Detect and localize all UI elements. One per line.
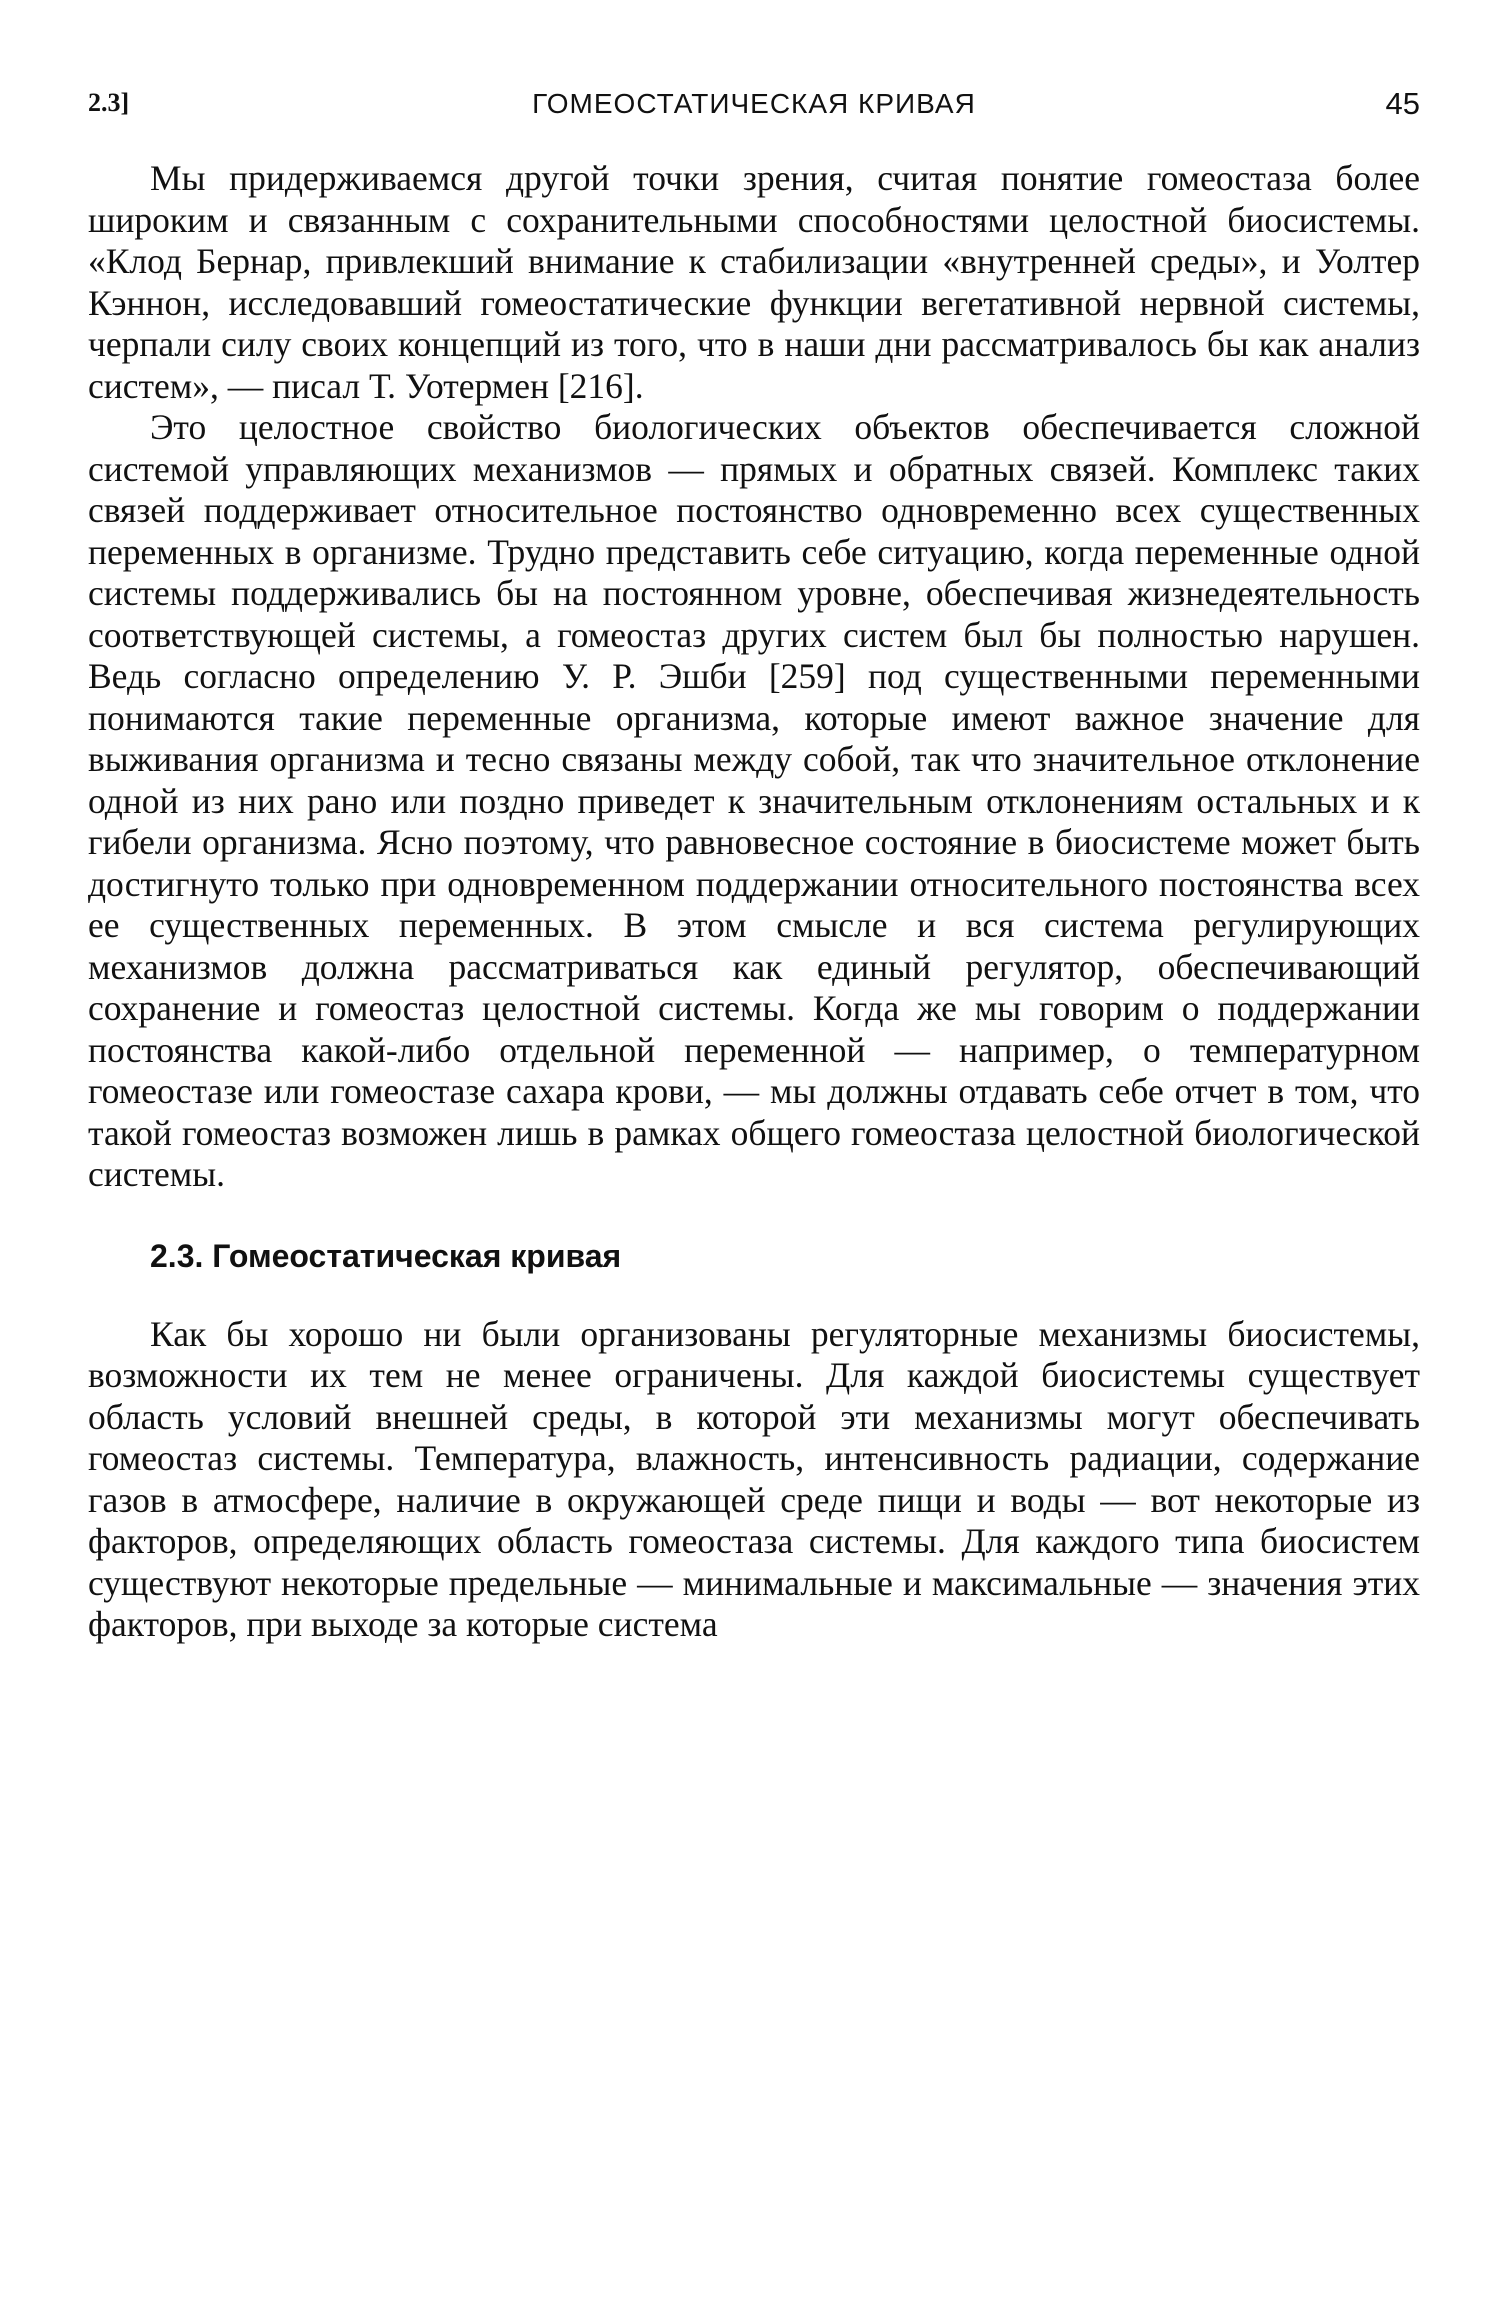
body-text [88,158,1420,1646]
paragraph: Как бы хорошо ни были организованы регуляторные механизмы биосистемы, возможности их тем не менее ограничены. Для каждой биосистемы существует область условий внешней среды, в которой эти механизмы могут обеспечивать гомеостаз системы. Температура, влажность, интенсивность радиации, содержание газов в атмосфере, наличие в окружающей среде пищи и воды — вот некоторые из факторов, определяющих область гомеостаза системы. Для каждого типа биосистем существуют некоторые предельные — минимальные и максимальные — значения этих факторов, при выходе за которые система [88,1313,1420,1644]
page-number: 45 [1385,86,1420,121]
running-head [88,80,1420,140]
paragraph: Это целостное свойство биологических объектов обеспечивается сложной системой управляющих механизмов — прямых и обратных связей. Комплекс таких связей поддерживает относительное постоянство одновременно всех существенных переменных в организме. Трудно представить себе ситуацию, когда переменные одной системы поддерживались бы на постоянном уровне, обеспечивая жизнедеятельность соответствующей системы, а гомеостаз других систем был бы полностью нарушен. Ведь согласно определению У. Р. Эшби [259] под существенными переменными понимаются такие переменные организма, которые имеют важное значение для выживания организма и тесно связаны между собой, так что значительное отклонение одной из них рано или поздно приведет к значительным отклонениям остальных и к гибели организма. Ясно поэтому, что равновесное состояние в биосистеме может быть достигнуто только при одновременном поддержании относительного постоянства всех ее существенных переменных. В этом смысле и вся система регулирующих механизмов должна рассматриваться как единый регулятор, обеспечивающий сохранение и гомеостаз целостной системы. Когда же мы говорим о поддержании постоянства какой-либо отдельной переменной — например, о температурном гомеостазе или гомеостазе сахара крови, — мы должны отдавать себе отчет в том, что такой гомеостаз возможен лишь в рамках общего гомеостаза целостной биологической системы. [88,407,1420,1194]
running-head-title: ГОМЕОСТАТИЧЕСКАЯ КРИВАЯ [532,88,976,119]
running-head-section: 2.3] [88,88,130,117]
paragraph: Мы придерживаемся другой точки зрения, считая понятие гомеостаза более широким и связанным с сохранительными способностями целостной биосистемы. «Клод Бернар, привлекший внимание к стабилизации «внутренней среды», и Уолтер Кэннон, исследовавший гомеостатические функции вегетативной нервной системы, черпали силу своих концепций из того, что в наши дни рассматривалось бы как анализ систем», — писал Т. Уотермен [216]. [88,158,1420,406]
book-page [88,80,1420,2260]
section-heading: 2.3. Гомеостатическая кривая [150,1237,622,1274]
